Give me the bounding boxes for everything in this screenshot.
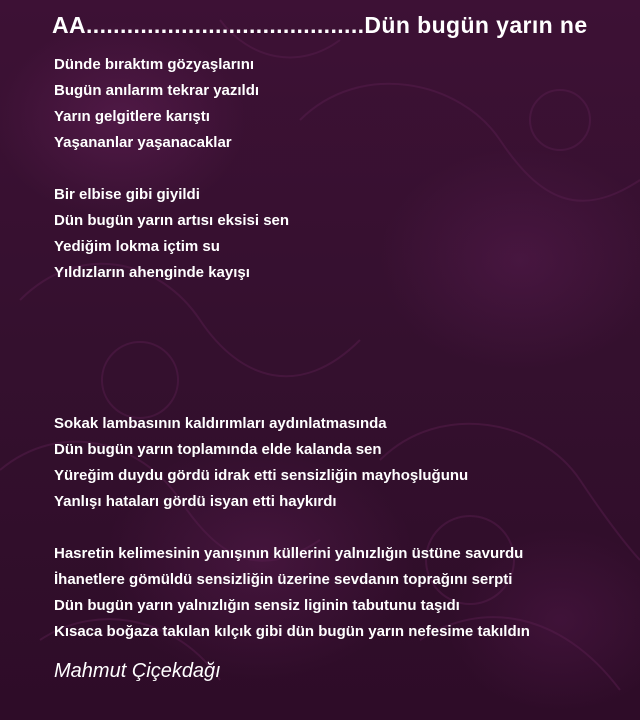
- poem-line: Bugün anılarım tekrar yazıldı: [54, 82, 260, 99]
- poem-line: Yanlışı hataları gördü isyan etti haykırdı: [54, 493, 337, 510]
- poem-line: Hasretin kelimesinin yanışının küllerini yalnızlığın üstüne savurdu: [54, 545, 524, 562]
- poem-line: Dün bugün yarın artısı eksisi sen: [54, 212, 290, 229]
- poem-line: Yediğim lokma içtim su: [54, 238, 220, 255]
- stanza-4: [54, 541, 530, 645]
- poem-line: Kısaca boğaza takılan kılçık gibi dün bugün yarın nefesime takıldın: [54, 623, 530, 640]
- poem-line: Dünde bıraktım gözyaşlarını: [54, 56, 255, 73]
- poem-line: Dün bugün yarın toplamında elde kalanda sen: [54, 441, 382, 458]
- poem-line: Dün bugün yarın yalnızlığın sensiz liginin tabutunu taşıdı: [54, 597, 460, 614]
- stanza-3: [54, 411, 468, 515]
- stanza-2: [54, 182, 289, 286]
- poem-line: İhanetlere gömüldü sensizliğin üzerine sevdanın toprağını serpti: [54, 571, 513, 588]
- poem-line: Yarın gelgitlere karıştı: [54, 108, 210, 125]
- poem-line: Sokak lambasının kaldırımları aydınlatmasında: [54, 415, 387, 432]
- poem-line: Yüreğim duydu gördü idrak etti sensizliğin mayhoşluğunu: [54, 467, 469, 484]
- poem-line: Bir elbise gibi giyildi: [54, 186, 200, 203]
- stanza-1: [54, 52, 259, 156]
- poem-line: Yıldızların ahenginde kayışı: [54, 264, 250, 281]
- poem-author: Mahmut Çiçekdağı: [54, 660, 221, 682]
- poem-line: Yaşananlar yaşanacaklar: [54, 134, 232, 151]
- poem-title: AA.........................................Dün bugün yarın ne: [52, 12, 588, 38]
